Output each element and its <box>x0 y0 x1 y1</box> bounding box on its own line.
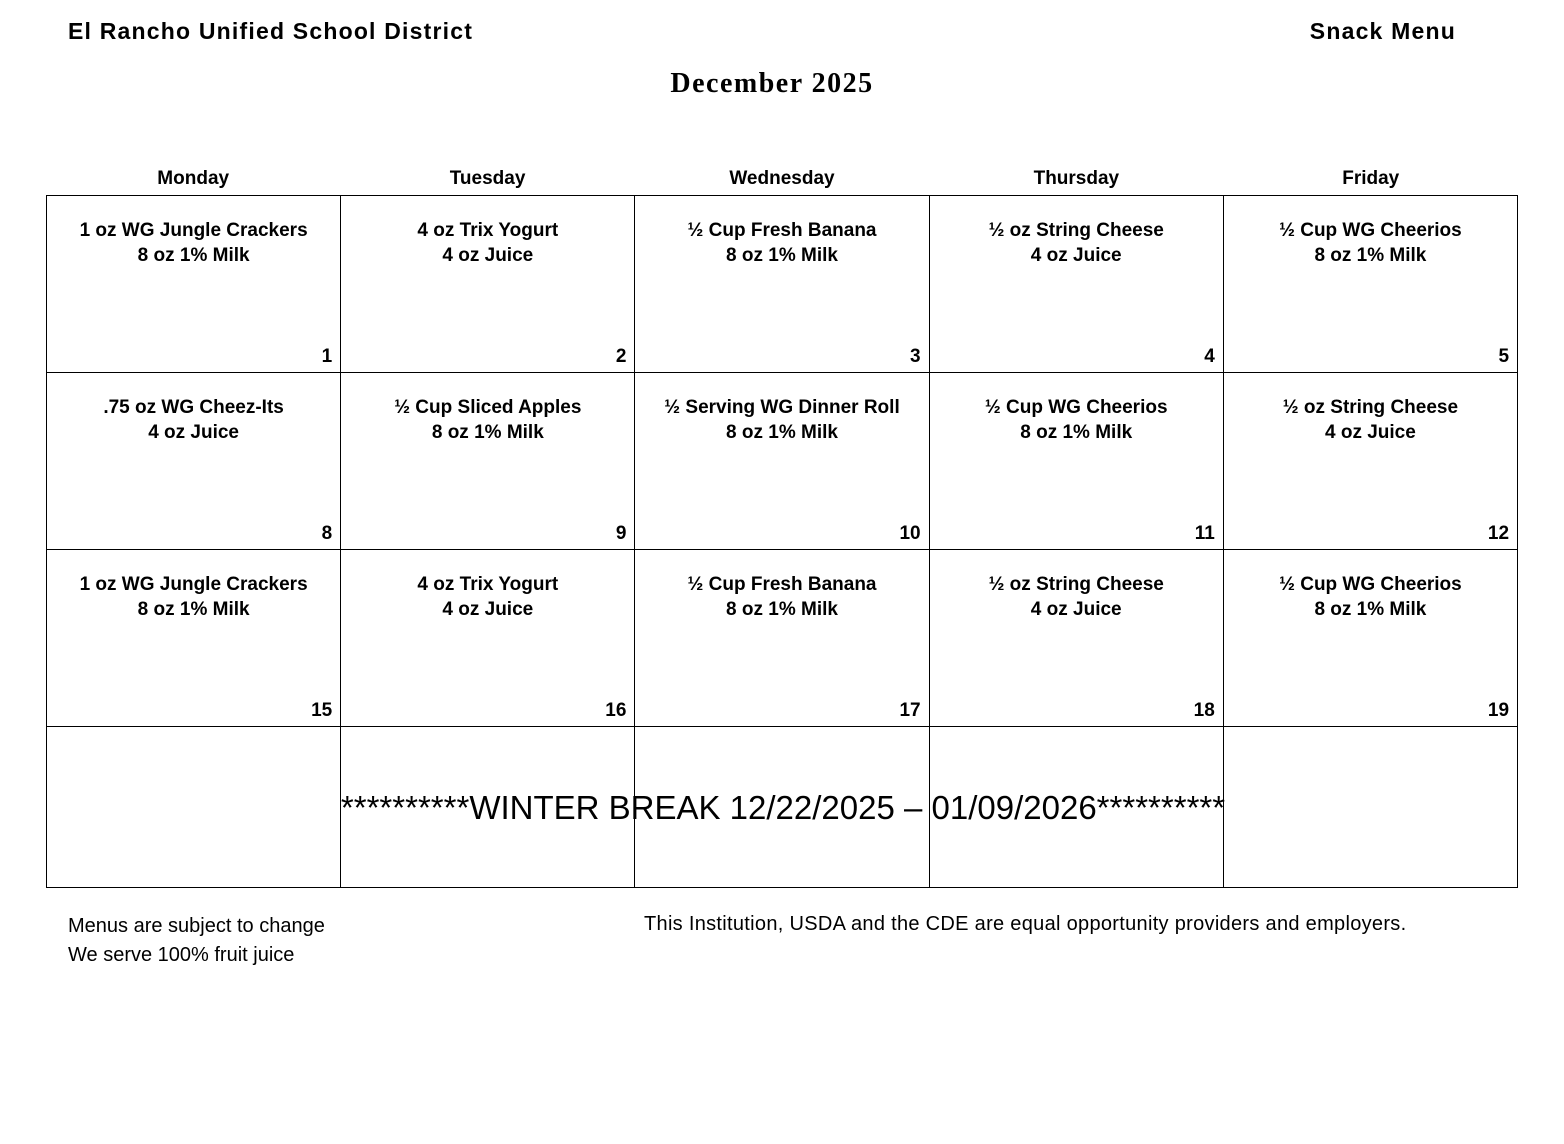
menu-item: 8 oz 1% Milk <box>1020 422 1133 443</box>
day-of-week-header-row <box>46 168 1518 195</box>
menu-item: 8 oz 1% Milk <box>137 245 250 266</box>
winter-break-row <box>47 727 1518 888</box>
menu-item: ½ oz String Cheese <box>988 220 1164 241</box>
day-number: 17 <box>899 700 921 721</box>
day-cell <box>1224 373 1518 550</box>
menu-calendar <box>46 168 1518 888</box>
menu-type-label: Snack Menu <box>1309 18 1456 44</box>
day-menu-items <box>1224 196 1517 268</box>
day-number: 18 <box>1193 700 1215 721</box>
day-number: 15 <box>311 700 333 721</box>
calendar-week-row <box>47 196 1518 373</box>
menu-item: 1 oz WG Jungle Crackers <box>79 574 308 595</box>
break-cell <box>47 727 341 888</box>
day-number: 16 <box>605 700 627 721</box>
menu-item: 4 oz Trix Yogurt <box>417 220 559 241</box>
menu-item: ½ Cup WG Cheerios <box>1279 220 1462 241</box>
day-cell <box>341 550 635 727</box>
day-number: 3 <box>910 346 921 367</box>
day-cell <box>47 196 341 373</box>
day-number: 8 <box>321 523 333 544</box>
day-menu-items <box>47 196 340 268</box>
menu-item: 8 oz 1% Milk <box>1314 245 1427 266</box>
day-cell <box>930 373 1224 550</box>
document-header <box>0 10 1564 50</box>
day-cell <box>1224 196 1518 373</box>
day-menu-items <box>341 550 634 622</box>
menu-disclaimer <box>68 912 325 970</box>
day-menu-items <box>1224 373 1517 445</box>
menu-disclaimer-line1: Menus are subject to change <box>68 915 325 937</box>
day-menu-items <box>930 550 1223 622</box>
day-menu-items <box>635 550 928 622</box>
menu-item: ½ Cup WG Cheerios <box>1279 574 1462 595</box>
calendar-grid <box>46 195 1518 888</box>
day-number: 12 <box>1487 523 1510 544</box>
menu-item: 4 oz Juice <box>442 245 534 266</box>
menu-item: ½ oz String Cheese <box>988 574 1164 595</box>
menu-item: ½ Cup WG Cheerios <box>984 397 1168 418</box>
calendar-week-row <box>47 550 1518 727</box>
menu-item: 8 oz 1% Milk <box>1314 599 1427 620</box>
menu-item: 4 oz Juice <box>1325 422 1416 443</box>
day-number: 19 <box>1487 700 1510 721</box>
break-cell <box>1224 727 1518 888</box>
break-cell <box>341 727 635 888</box>
menu-disclaimer-line2: We serve 100% fruit juice <box>68 944 295 966</box>
menu-item: ½ oz String Cheese <box>1282 397 1459 418</box>
day-cell <box>635 550 929 727</box>
day-menu-items <box>341 196 634 268</box>
menu-item: 8 oz 1% Milk <box>726 422 838 443</box>
day-cell <box>635 373 929 550</box>
menu-item: 4 oz Trix Yogurt <box>417 574 559 595</box>
month-title: December 2025 <box>670 68 874 99</box>
menu-item: 4 oz Juice <box>1030 599 1122 620</box>
day-number: 9 <box>615 523 627 544</box>
menu-item: 4 oz Juice <box>1030 245 1122 266</box>
calendar-week-row <box>47 373 1518 550</box>
menu-item: 8 oz 1% Milk <box>137 599 250 620</box>
day-menu-items <box>635 196 928 268</box>
nondiscrimination-statement: This Institution, USDA and the CDE are equal opportunity providers and employers. <box>644 913 1407 935</box>
menu-item: ½ Cup Fresh Banana <box>687 574 877 595</box>
day-menu-items <box>1224 550 1517 622</box>
day-cell <box>1224 550 1518 727</box>
dow-thursday: Thursday <box>1033 168 1120 189</box>
menu-item: 8 oz 1% Milk <box>431 422 544 443</box>
menu-item: ½ Cup Fresh Banana <box>687 220 877 241</box>
break-cell <box>930 727 1224 888</box>
day-menu-items <box>47 550 340 622</box>
menu-item: 8 oz 1% Milk <box>726 245 838 266</box>
menu-item: 1 oz WG Jungle Crackers <box>79 220 308 241</box>
menu-item: ½ Serving WG Dinner Roll <box>664 397 900 418</box>
winter-break-notice: **********WINTER BREAK 12/22/2025 – 01/09/2026********** <box>340 788 1226 826</box>
day-menu-items <box>635 373 928 445</box>
district-title: El Rancho Unified School District <box>68 18 474 44</box>
menu-item: ½ Cup Sliced Apples <box>394 397 582 418</box>
dow-wednesday: Wednesday <box>729 168 835 189</box>
day-menu-items <box>930 373 1223 445</box>
day-number: 1 <box>321 346 333 367</box>
day-cell <box>930 550 1224 727</box>
dow-tuesday: Tuesday <box>449 168 526 189</box>
day-number: 5 <box>1498 346 1510 367</box>
day-cell <box>341 373 635 550</box>
dow-friday: Friday <box>1342 168 1400 189</box>
day-number: 10 <box>899 523 921 544</box>
day-menu-items <box>930 196 1223 268</box>
day-cell <box>47 550 341 727</box>
day-cell <box>635 196 929 373</box>
dow-monday: Monday <box>157 168 230 189</box>
day-number: 4 <box>1204 346 1215 367</box>
menu-item: .75 oz WG Cheez-Its <box>103 397 284 418</box>
day-number: 2 <box>615 346 627 367</box>
break-cell <box>635 727 929 888</box>
day-cell <box>341 196 635 373</box>
menu-item: 4 oz Juice <box>442 599 534 620</box>
day-cell <box>930 196 1224 373</box>
day-cell <box>47 373 341 550</box>
day-number: 11 <box>1194 523 1215 544</box>
day-menu-items <box>47 373 340 445</box>
menu-item: 4 oz Juice <box>148 422 240 443</box>
menu-item: 8 oz 1% Milk <box>726 599 838 620</box>
day-menu-items <box>341 373 634 445</box>
